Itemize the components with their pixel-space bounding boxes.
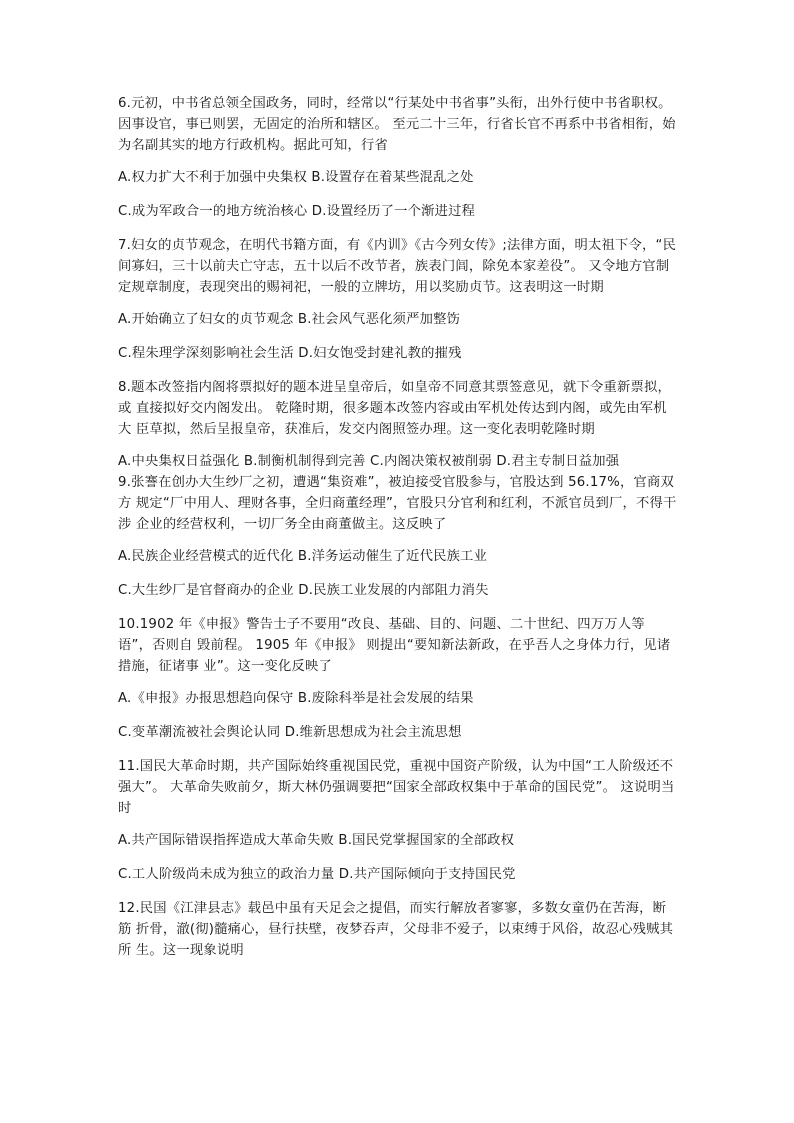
question-11-options-row-1: A.共产国际错误指挥造成大革命失败 B.国民党掌握国家的全部政权	[118, 833, 515, 848]
question-8-options-row-1: A.中央集权日益强化 B.制衡机制得到完善 C.内阁决策权被削弱 D.君主专制日益加强	[118, 454, 620, 469]
question-7-stem: 7.妇女的贞节观念，在明代书籍方面，有《内训》《古今列女传》;法律方面，明太祖下令，“民间寡妇，三十以前夫亡守志，五十以后不改节者，族表门闾，除免本家差役”。 又令地方官制定规章制度，表现突出的赐祠祀，一般的立牌坊，用以奖励贞节。这表明这一时期	[118, 238, 677, 295]
question-10-options-row-2: C.变革潮流被社会舆论认同 D.维新思想成为社会主流思想	[118, 725, 462, 740]
exam-page	[118, 93, 678, 972]
question-7-options-row-2: C.程朱理学深刻影响社会生活 D.妇女饱受封建礼教的摧残	[118, 346, 462, 361]
question-8-stem: 8.题本改签指内阁将票拟好的题本进呈皇帝后，如皇帝不同意其票签意见，就下令重新票拟，或 直接拟好交内阁发出。 乾隆时期，很多题本改签内容或由军机处传达到内阁，或先由军机大 臣草拟，然后呈报皇帝，获准后，发交内阁照签办理。这一变化表明乾隆时期	[118, 380, 671, 437]
question-9-options-row-1: A.民族企业经营模式的近代化 B.洋务运动催生了近代民族工业	[118, 549, 488, 564]
question-12-stem: 12.民国《江津县志》载邑中虽有天足会之提倡，而实行解放者寥寥，多数女童仍在苦海，断筋 折骨，澈(彻)髓痛心，昼行扶壁，夜梦吞声，父母非不爱子，以束缚于风俗，故忍心残贼其所 生。这一现象说明	[118, 901, 674, 958]
question-6-stem: 6.元初，中书省总领全国政务，同时，经常以“行某处中书省事”头衔，出外行使中书省职权。 因事设官，事已则罢，无固定的治所和辖区。 至元二十三年，行省长官不再系中书省相衔，始为名副其实的地方行政机构。据此可知，行省	[118, 96, 676, 153]
question-10-stem: 10.1902 年《申报》警告士子不要用“改良、基础、目的、问题、二十世纪、四万万人等语”，否则自 毁前程。 1905 年《申报》 则提出“要知新法新政，在乎吾人之身体力行，见诸措施，征诸事 业”。这一变化反映了	[118, 617, 671, 674]
question-7-options-row-1: A.开始确立了妇女的贞节观念 B.社会风气恶化须严加整饬	[118, 312, 461, 327]
question-10-options-row-1: A.《申报》办报思想趋向保守 B.废除科举是社会发展的结果	[118, 691, 474, 706]
question-11-options-row-2: C.工人阶级尚未成为独立的政治力量 D.共产国际倾向于支持国民党	[118, 867, 516, 882]
question-6-options-row-1: A.权力扩大不利于加强中央集权 B.设置存在着某些混乱之处	[118, 170, 474, 185]
question-9-options-row-2: C.大生纱厂是官督商办的企业 D.民族工业发展的内部阻力消失	[118, 583, 489, 598]
question-11-stem: 11.国民大革命时期，共产国际始终重视国民党，重视中国资产阶级，认为中国“工人阶级还不强大”。 大革命失败前夕，斯大林仍强调要把“国家全部政权集中于革命的国民党”。 这说明当时	[118, 759, 675, 816]
question-9-stem: 9.张謇在创办大生纱厂之初，遭遇“集资难”，被迫接受官股参与，官股达到 56.17%，官商双方 规定“厂中用人、理财各事，全归商董经理”，官股只分官利和红利，不派官员到厂，不得干涉 企业的经营权利，一切厂务全由商董做主。这反映了	[118, 475, 677, 532]
question-6-options-row-2: C.成为军政合一的地方统治核心 D.设置经历了一个渐进过程	[118, 204, 476, 219]
